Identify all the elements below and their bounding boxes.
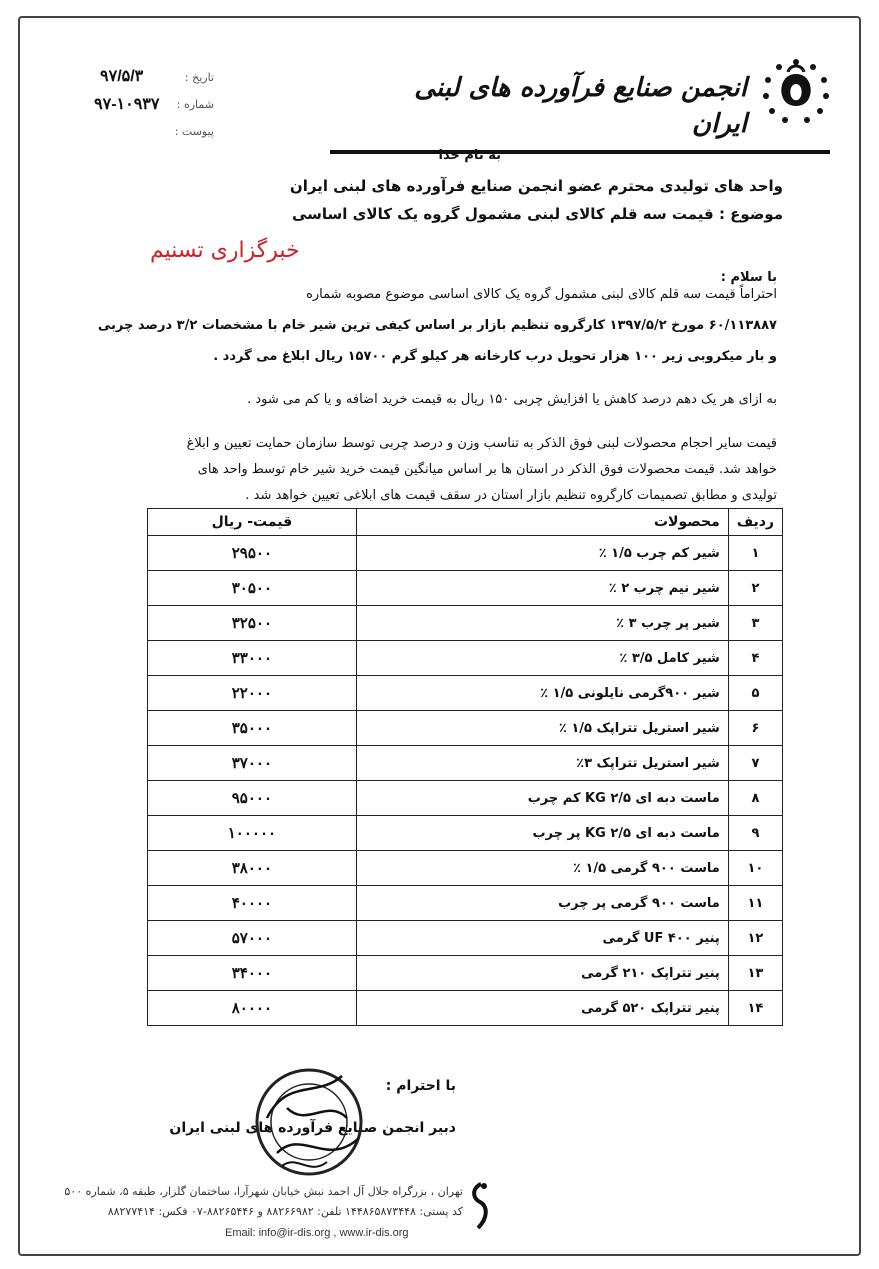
table-header-row (148, 509, 783, 536)
table-row (148, 606, 783, 641)
row-number: ۷ (728, 746, 782, 781)
footer-phones: کد پستی: ۱۴۴۸۶۵۸۷۳۴۴۸ تلفن: ۸۸۲۶۶۹۸۲ و ۸۸۲۶۵۴۴۶-۰۷ فکس: ۸۸۲۷۷۴۱۴ (107, 1205, 463, 1218)
product-price: ۲۹۵۰۰ (148, 536, 357, 571)
row-number: ۱ (728, 536, 782, 571)
product-name: شیر ۹۰۰گرمی نایلونی ۱/۵ ٪ (356, 676, 728, 711)
paragraph-2: به ازای هر یک دهم درصد کاهش یا افزایش چربی ۱۵۰ ریال به قیمت خرید اضافه و یا کم می شود . (247, 392, 777, 407)
row-number: ۱۲ (728, 921, 782, 956)
product-name: شیر استریل تتراپک ۳٪ (356, 746, 728, 781)
news-agency-watermark: خبرگزاری تسنیم (150, 238, 300, 263)
product-price: ۳۴۰۰۰ (148, 956, 357, 991)
product-name: شیر کم چرب ۱/۵ ٪ (356, 536, 728, 571)
paragraph-3-line-3: تولیدی و مطابق تصمیمات کارگروه تنظیم بازار استان در سقف قیمت های ابلاغی تعیین خواهد شد . (245, 488, 777, 503)
footer-contact[interactable]: Email: info@ir-dis.org , www.ir-dis.org (225, 1227, 409, 1239)
product-price: ۳۲۵۰۰ (148, 606, 357, 641)
number-label: شماره : (176, 98, 214, 111)
product-price: ۳۷۰۰۰ (148, 746, 357, 781)
table-row (148, 781, 783, 816)
product-price: ۳۸۰۰۰ (148, 851, 357, 886)
product-price: ۳۳۰۰۰ (148, 641, 357, 676)
price-table (147, 508, 783, 1026)
header-row-number: ردیف (728, 509, 782, 536)
row-number: ۳ (728, 606, 782, 641)
association-logo-icon (760, 56, 832, 128)
row-number: ۹ (728, 816, 782, 851)
product-name: شیر استریل تتراپک ۱/۵ ٪ (356, 711, 728, 746)
regards: با احترام : (385, 1078, 456, 1094)
row-number: ۵ (728, 676, 782, 711)
table-row (148, 536, 783, 571)
row-number: ۱۴ (728, 991, 782, 1026)
date-value: ۹۷/۵/۳ (100, 68, 144, 85)
product-price: ۸۰۰۰۰ (148, 991, 357, 1026)
header-products: محصولات (356, 509, 728, 536)
paragraph-1-line-1: احتراماً قیمت سه قلم کالای لبنی مشمول گروه یک کالای اساسی موضوع مصوبه شماره (306, 287, 777, 302)
table-row (148, 571, 783, 606)
table-row (148, 886, 783, 921)
product-name: ماست دبه ای ۲/۵ KG کم چرب (356, 781, 728, 816)
recipient-line: واحد های تولیدی محترم عضو انجمن صنایع فرآورده های لبنی ایران (289, 177, 783, 195)
attachment-label: پیوست : (174, 125, 214, 138)
table-row (148, 991, 783, 1026)
paragraph-3-line-1: قیمت سایر احجام محصولات لبنی فوق الذکر به تناسب وزن و درصد چربی توسط سازمان حمایت تعیین و ابلاغ (186, 436, 777, 451)
product-price: ۱۰۰۰۰۰ (148, 816, 357, 851)
header-price: قیمت- ریال (148, 509, 357, 536)
table-row (148, 711, 783, 746)
table-row (148, 676, 783, 711)
table-row (148, 851, 783, 886)
paragraph-1-line-2: ۶۰/۱۱۳۸۸۷ مورخ ۱۳۹۷/۵/۲ کارگروه تنظیم بازار بر اساس کیفی ترین شیر خام با مشخصات ۳/۲ درصد چربی (97, 318, 777, 333)
footer-address: تهران ، بزرگراه جلال آل احمد نبش خیابان شهرآرا، ساختمان گلزار، طبقه ۵، شماره ۵۰۰ (64, 1185, 463, 1198)
product-price: ۹۵۰۰۰ (148, 781, 357, 816)
product-name: شیر نیم چرب ۲ ٪ (356, 571, 728, 606)
product-price: ۲۲۰۰۰ (148, 676, 357, 711)
product-price: ۴۰۰۰۰ (148, 886, 357, 921)
product-name: شیر کامل ۳/۵ ٪ (356, 641, 728, 676)
row-number: ۴ (728, 641, 782, 676)
invocation: به نام خدا (438, 148, 501, 163)
paragraph-1-line-3: و بار میکروبی زیر ۱۰۰ هزار تحویل درب کارخانه هر کیلو گرم ۱۵۷۰۰ ریال ابلاغ می گردد . (213, 349, 777, 364)
product-price: ۳۰۵۰۰ (148, 571, 357, 606)
table-row (148, 641, 783, 676)
date-label: تاریخ : (184, 71, 214, 84)
table-row (148, 746, 783, 781)
row-number: ۸ (728, 781, 782, 816)
product-price: ۵۷۰۰۰ (148, 921, 357, 956)
row-number: ۱۰ (728, 851, 782, 886)
table-row (148, 816, 783, 851)
product-name: پنیر تتراپک ۵۲۰ گرمی (356, 991, 728, 1026)
row-number: ۱۱ (728, 886, 782, 921)
greeting: با سلام : (720, 270, 777, 285)
signatory-title: دبیر انجمن صنایع فرآورده های لبنی ایران (169, 1120, 456, 1136)
product-name: ماست دبه ای ۲/۵ KG پر چرب (356, 816, 728, 851)
product-name: پنیر تتراپک ۲۱۰ گرمی (356, 956, 728, 991)
product-price: ۳۵۰۰۰ (148, 711, 357, 746)
table-row (148, 921, 783, 956)
org-name-calligraphy: انجمن صنایع فرآورده های لبنی ایران (414, 73, 747, 139)
footer-logo-icon (468, 1180, 494, 1232)
signature-stamp-icon (247, 1058, 377, 1188)
row-number: ۶ (728, 711, 782, 746)
number-value: ۹۷-۱۰۹۳۷ (94, 96, 160, 113)
row-number: ۱۳ (728, 956, 782, 991)
product-name: ماست ۹۰۰ گرمی پر چرب (356, 886, 728, 921)
paragraph-3-line-2: خواهد شد. قیمت محصولات فوق الذکر در استان ها بر اساس میانگین قیمت خرید شیر خام توسط واحد های (197, 462, 777, 477)
subject-line: موضوع : قیمت سه قلم کالای لبنی مشمول گروه یک کالای اساسی (291, 205, 783, 223)
product-name: ماست ۹۰۰ گرمی ۱/۵ ٪ (356, 851, 728, 886)
row-number: ۲ (728, 571, 782, 606)
table-row (148, 956, 783, 991)
product-name: شیر پر چرب ۳ ٪ (356, 606, 728, 641)
product-name: پنیر UF ۴۰۰ گرمی (356, 921, 728, 956)
letterhead-rule (330, 150, 830, 154)
